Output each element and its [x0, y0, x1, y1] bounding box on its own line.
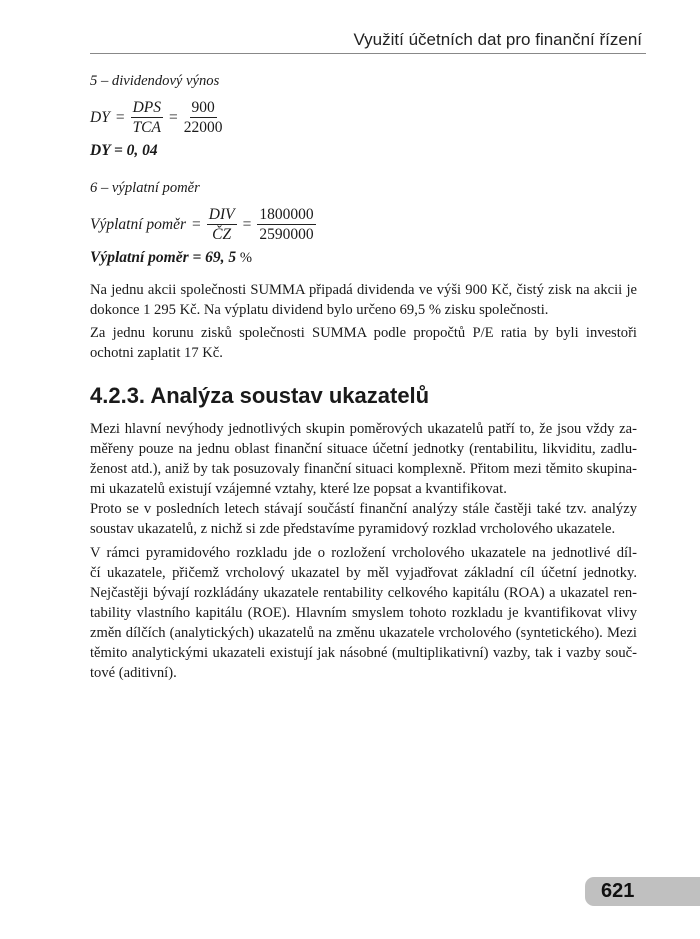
paragraph — [90, 499, 637, 539]
formula5 — [90, 98, 637, 137]
formula5-value-fraction — [184, 98, 223, 137]
numerator: DIV — [208, 206, 235, 223]
formula5-symbol-fraction — [131, 98, 163, 137]
text-line: Nejčastěji bývají rozkládány ukazatele rentability celkového kapitálu (ROA) a ukazatel ren- — [90, 585, 637, 601]
formula5-result: DY = 0, 04 — [90, 142, 158, 159]
paragraph — [90, 419, 637, 499]
denominator: 22000 — [183, 119, 223, 136]
equals: = — [192, 215, 201, 233]
text-line: ženost atd.), aniž by tak posuzovaly finanční situaci komplexně. Přitom mezi těmito skupina- — [90, 461, 637, 477]
formula6 — [90, 205, 637, 244]
page-number-tab — [585, 877, 700, 906]
text-line: čí ukazatele, přičemž vrcholový ukazatel by měl vyjadřovat základní cíl účetní jednotky. — [90, 565, 637, 581]
page-number: 621 — [601, 880, 635, 902]
numerator: 1800000 — [259, 206, 314, 223]
text-line: Na jednu akcii společnosti SUMMA připadá dividenda ve výši 900 Kč, čistý zisk na akcii je — [90, 282, 637, 298]
text-line: Mezi hlavní nevýhody jednotlivých skupin poměrových ukazatelů patří to, že jsou vždy za- — [90, 421, 637, 437]
equals: = — [169, 108, 178, 126]
text-line: V rámci pyramidového rozkladu jde o rozložení vrcholového ukazatele na jednotlivé díl- — [90, 545, 637, 561]
paragraph — [90, 543, 637, 683]
text-line: změn dílčích (analytických) ukazatelů na změnu ukazatele vrcholového (syntetického). Mezi — [90, 625, 637, 641]
formula5-lhs: DY — [90, 108, 110, 126]
formula6-result — [90, 249, 637, 267]
equals: = — [242, 215, 252, 233]
paragraph — [90, 323, 637, 363]
text-line: těmito analytickými ukazateli existují jak násobné (multiplikativní) vazby, tak i vazby souč- — [90, 645, 637, 661]
formula6-value-fraction — [257, 205, 315, 244]
formula6-symbol-fraction — [207, 205, 237, 244]
header-divider — [90, 53, 646, 54]
text-line: soustav ukazatelů, z nichž si zde představíme pyramidový rozklad vrcholového ukazatele. — [90, 521, 616, 537]
text-line: měřeny pouze na jednu oblast finanční situace účetní jednotky (rentabilitu, likviditu, zadlu- — [90, 441, 637, 457]
denominator: TCA — [132, 119, 161, 136]
equals: = — [115, 108, 125, 126]
formula6-result-value: Výplatní poměr = 69, 5 — [90, 249, 237, 266]
formula6-lhs: Výplatní poměr — [90, 215, 186, 233]
paragraph — [90, 280, 637, 320]
section-heading: 4.2.3. Analýza soustav ukazatelů — [90, 383, 430, 408]
text-line: Proto se v posledních letech stávají součástí finanční analýzy stále častěji také tzv. analýzy — [90, 501, 637, 517]
numerator: 900 — [191, 99, 215, 116]
formula6-result-unit: % — [236, 250, 252, 266]
text-line: ochotni zaplatit 17 Kč. — [90, 345, 223, 361]
text-line: mi ukazatelů existují vzájemné vztahy, které lze popsat a kvantifikovat. — [90, 481, 507, 497]
running-header: Využití účetních dat pro finanční řízení — [353, 30, 642, 49]
text-line: dokonce 1 295 Kč. Na výplatu dividend bylo určeno 69,5 % zisku společnosti. — [90, 302, 549, 318]
numerator: DPS — [132, 99, 161, 116]
denominator: 2590000 — [259, 226, 314, 243]
denominator: ČZ — [212, 226, 232, 243]
formula6-label: 6 – výplatní poměr — [90, 180, 200, 196]
formula5-label: 5 – dividendový výnos — [90, 73, 220, 89]
text-line: tové (aditivní). — [90, 665, 177, 681]
text-line: Za jednu korunu zisků společnosti SUMMA podle propočtů P/E ratia by byli investoři — [90, 325, 637, 341]
text-line: tability vlastního kapitálu (ROE). Hlavním smyslem tohoto rozkladu je kvantifikovat vlivy — [90, 605, 637, 621]
